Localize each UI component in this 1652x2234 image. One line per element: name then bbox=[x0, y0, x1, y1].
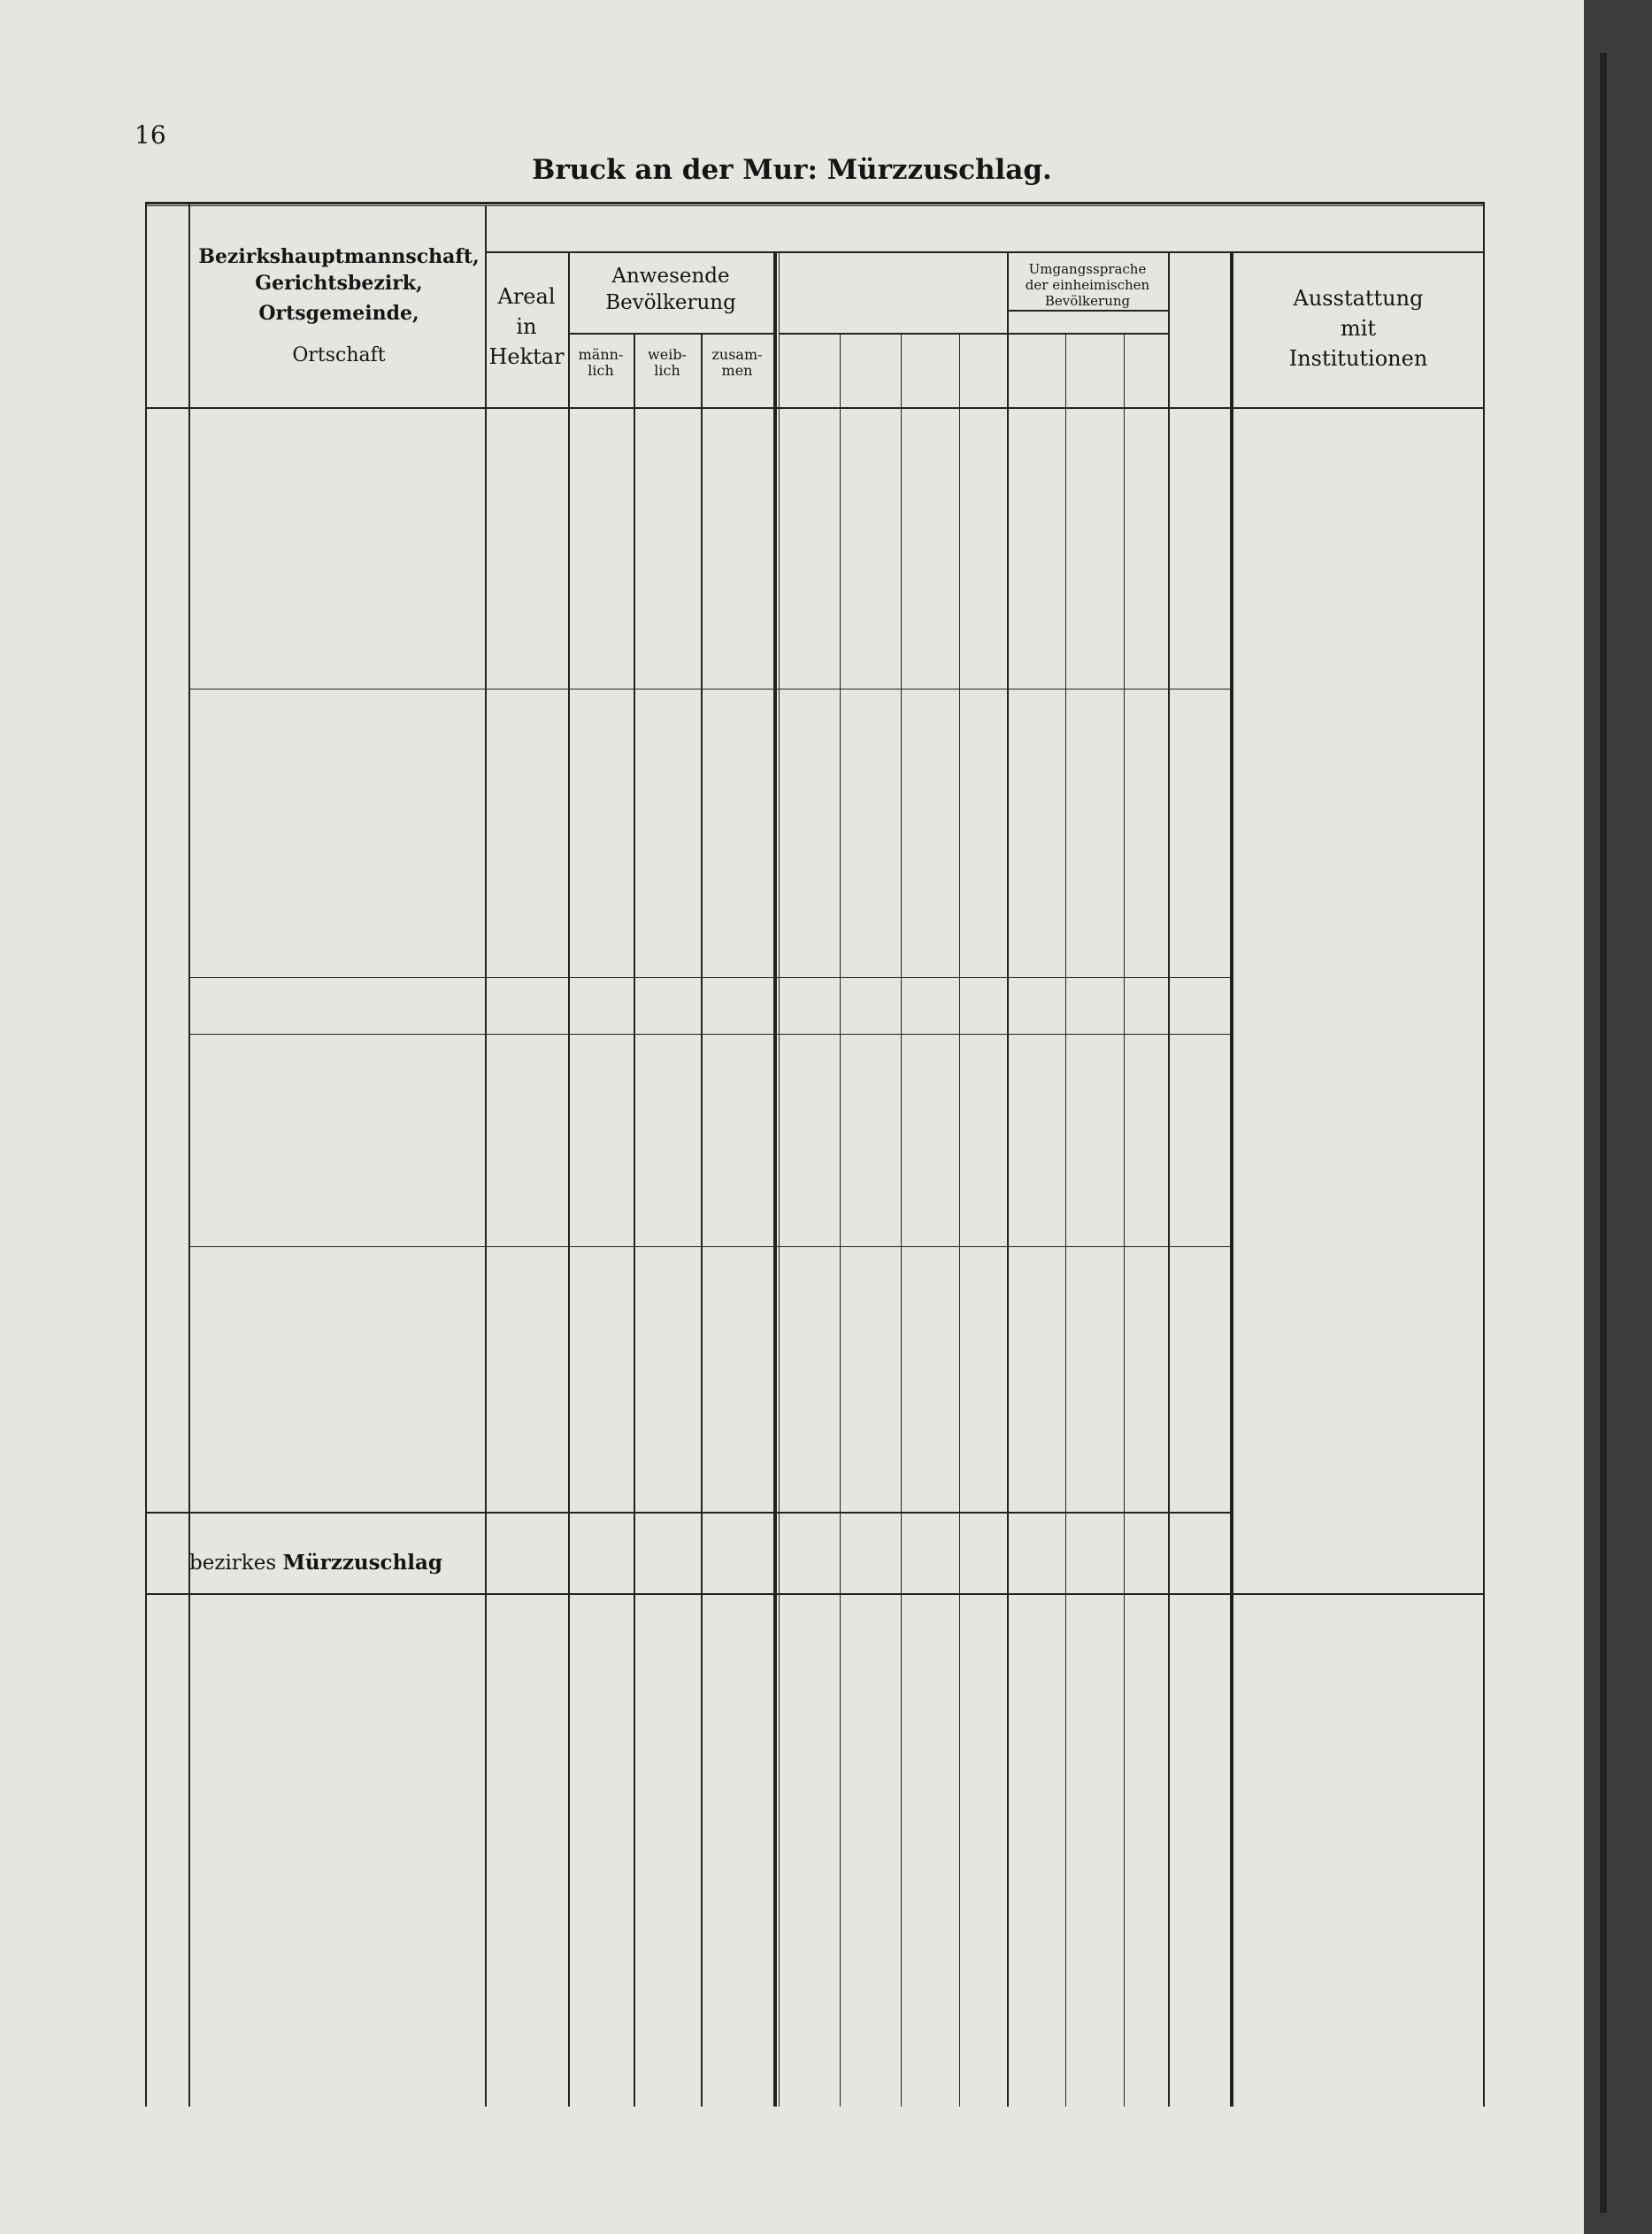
statistics-table bbox=[145, 202, 1484, 2105]
rule-horizontal bbox=[145, 205, 1485, 206]
rule-vertical bbox=[901, 407, 902, 2107]
rule-vertical bbox=[1168, 251, 1170, 2107]
header-population-line2: Bevölkerung bbox=[605, 291, 736, 314]
header-equipment-line1: Ausstattung bbox=[1293, 286, 1424, 311]
header-slovenian bbox=[1081, 338, 1108, 404]
header-district-line4: Ortschaft bbox=[292, 344, 386, 366]
rule-horizontal bbox=[779, 333, 1007, 335]
rule-vertical bbox=[1124, 407, 1125, 2107]
header-evangelical bbox=[858, 338, 885, 404]
page-number: 16 bbox=[134, 120, 166, 150]
rule-horizontal bbox=[188, 977, 1230, 978]
header-population-line1: Anwesende bbox=[611, 265, 730, 288]
header-language-line2: der einheimischen bbox=[1025, 277, 1150, 293]
subtotal-label-line2 bbox=[189, 1551, 442, 1575]
header-female: weib- lich bbox=[648, 346, 687, 379]
header-equipment-line3: Institutionen bbox=[1288, 346, 1428, 371]
header-area-line2: in bbox=[516, 314, 537, 339]
header-equipment-line2: mit bbox=[1340, 316, 1377, 341]
header-houses bbox=[1186, 266, 1212, 398]
rule-vertical bbox=[188, 202, 190, 2107]
header-language-line1: Umgangssprache bbox=[1028, 261, 1147, 277]
rule-vertical bbox=[145, 202, 147, 2107]
rule-vertical bbox=[959, 333, 960, 407]
header-lang-other bbox=[1133, 338, 1159, 404]
rule-horizontal bbox=[485, 251, 1485, 253]
rule-vertical bbox=[485, 205, 487, 2107]
rule-vertical bbox=[959, 407, 960, 2107]
rule-horizontal bbox=[1007, 310, 1168, 312]
header-total: zusam- men bbox=[711, 346, 763, 379]
subtotal-label-text: bezirkes bbox=[189, 1552, 277, 1575]
rule-horizontal bbox=[188, 1246, 1230, 1247]
rule-horizontal bbox=[145, 202, 1485, 204]
rule-vertical bbox=[1007, 251, 1009, 2107]
header-district-line3: Ortsgemeinde, bbox=[258, 302, 419, 325]
header-running-number bbox=[156, 209, 177, 404]
rule-vertical bbox=[779, 251, 780, 2107]
rule-horizontal bbox=[145, 1512, 1230, 1514]
rule-horizontal bbox=[188, 1034, 1230, 1035]
page-title: Bruck an der Mur: Mürzzuschlag. bbox=[532, 154, 1052, 186]
subtotal-label-bold: Mürzzuschlag bbox=[282, 1551, 443, 1575]
rule-vertical bbox=[1065, 407, 1066, 2107]
header-german bbox=[1023, 338, 1049, 404]
header-language-line3: Bevölkerung bbox=[1044, 293, 1131, 309]
rule-vertical bbox=[1124, 333, 1125, 407]
rule-horizontal bbox=[145, 407, 1485, 409]
rule-vertical bbox=[840, 407, 841, 2107]
rule-vertical bbox=[901, 333, 902, 407]
scan-background bbox=[1584, 0, 1652, 2234]
header-district-line2: Gerichtsbezirk, bbox=[255, 272, 423, 295]
rule-vertical bbox=[568, 251, 570, 2107]
scan-edge bbox=[1600, 53, 1607, 2213]
header-catholic bbox=[796, 338, 823, 404]
header-israelite bbox=[917, 338, 943, 404]
rule-horizontal bbox=[1007, 333, 1168, 335]
header-conf-other bbox=[972, 338, 998, 404]
rule-horizontal bbox=[145, 1593, 1485, 1595]
rule-vertical bbox=[1065, 333, 1066, 407]
rule-horizontal bbox=[568, 333, 773, 335]
header-male: männ- lich bbox=[578, 346, 624, 379]
rule-vertical bbox=[634, 333, 635, 2107]
header-district-line1: Bezirkshauptmannschaft, bbox=[198, 245, 480, 268]
rule-vertical bbox=[1230, 251, 1233, 2107]
rule-vertical bbox=[1483, 202, 1485, 2107]
rule-vertical bbox=[840, 333, 841, 407]
header-area-line3: Hektar bbox=[488, 344, 565, 369]
rule-vertical bbox=[773, 251, 777, 2107]
rule-vertical bbox=[701, 333, 703, 2107]
header-area-line1: Areal bbox=[497, 284, 556, 309]
